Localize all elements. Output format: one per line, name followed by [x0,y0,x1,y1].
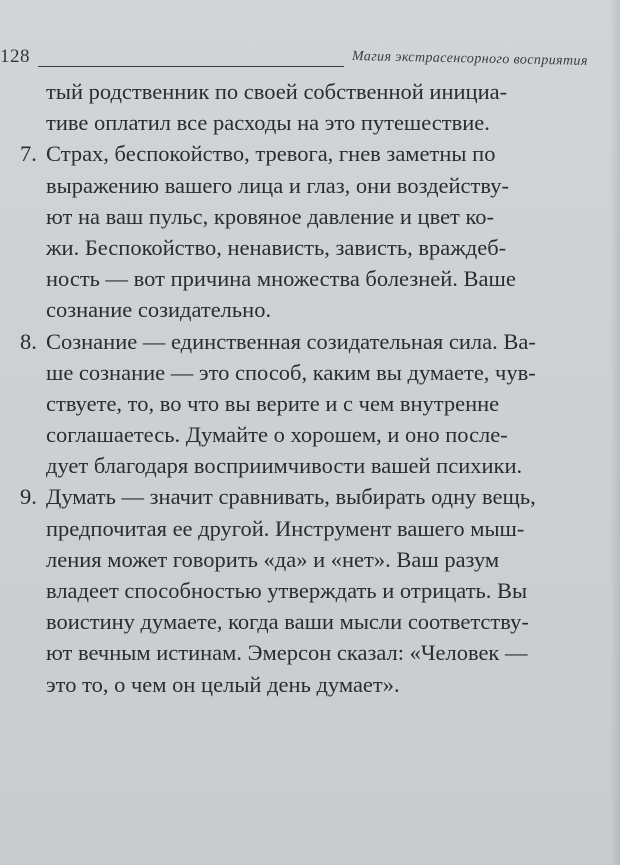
text-line: тый родственник по своей собственной инициа- [46,79,508,104]
text-line: Страх, беспокойство, тревога, гнев заметны по [46,141,496,167]
text-line: это то, о чем он целый день думает». [46,671,400,697]
running-title: Магия экстрасенсорного восприятия [351,49,588,69]
text-line: Сознание — единственная созидательная сила. Ва- [46,328,536,354]
text-line: выражению вашего лица и глаз, они воздейству- [46,172,509,198]
text-line: тиве оплатил все расходы на это путешествие. [46,110,490,136]
text-line: воистину думаете, когда ваши мысли соответству- [46,609,529,635]
page-edge-shadow [610,0,620,865]
continuation-paragraph [20,76,616,138]
list-item-9 [20,481,616,699]
text-line: владеет способностью утверждать и отрицать. Вы [46,578,528,604]
text-line: соглашаетесь. Думайте о хорошем, и оно после- [46,422,508,448]
list-item-number: 8. [20,328,37,354]
text-line: ют вечным истинам. Эмерсон сказал: «Человек — [46,640,528,666]
text-line: Думать — значит сравнивать, выбирать одну вещь, [46,484,536,510]
list-item-7 [20,138,616,325]
text-line: ствуете, то, во что вы верите и с чем внутренне [46,390,500,416]
page-header [0,44,620,74]
text-line: ше сознание — это способ, каким вы думаете, чув- [46,359,536,385]
list-item-number: 7. [20,141,37,167]
text-line: дует благодаря восприимчивости вашей психики. [46,453,523,479]
text-line: сознание созидательно. [46,297,272,323]
list-item-8 [20,326,616,482]
text-line: ют на ваш пульс, кровяное давление и цвет ко- [46,203,495,229]
list-item-number: 9. [20,484,37,510]
text-line: жи. Беспокойство, ненависть, зависть, враждеб- [46,234,507,260]
page-number: 128 [0,46,30,67]
header-rule [38,66,344,67]
text-line: ления может говорить «да» и «нет». Ваш разум [46,546,500,572]
text-line: предпочитая ее другой. Инструмент вашего мыш- [46,515,525,541]
text-line: ность — вот причина множества болезней. Ваше [46,266,516,292]
body-text [20,76,616,700]
